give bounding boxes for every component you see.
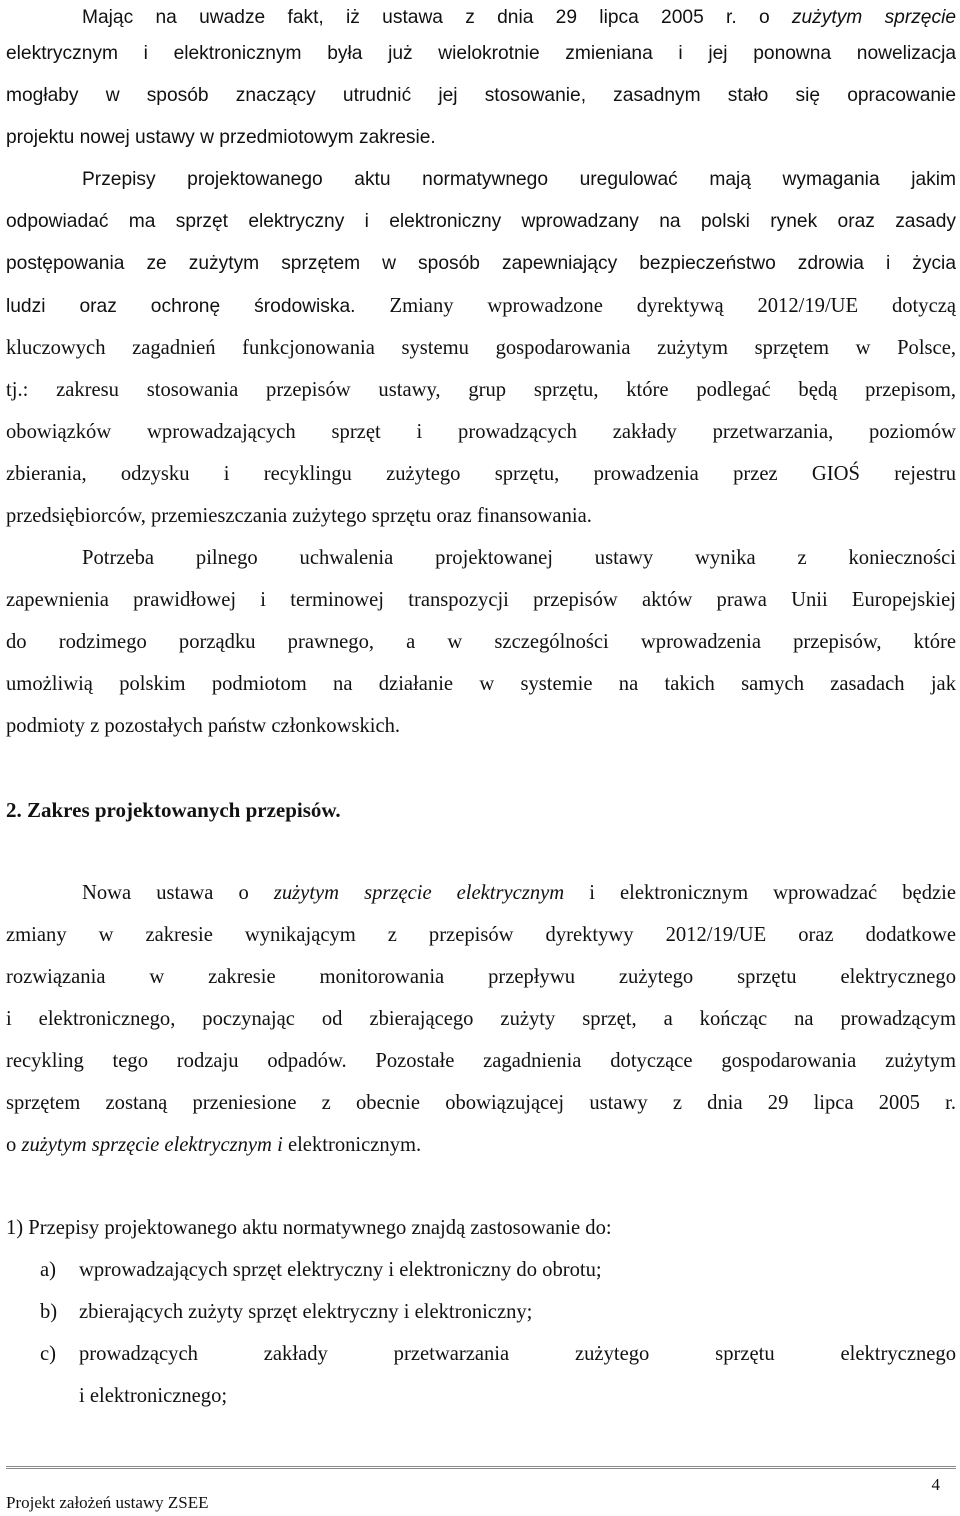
paragraph-1-line-4: projektu nowej ustawy w przedmiotowym zakresie. <box>6 127 436 148</box>
paragraph-3-line-5: podmioty z pozostałych państw członkowskich. <box>6 715 401 737</box>
page-number: 4 <box>931 1475 940 1494</box>
italic-text-run: zużytym sprzęcie elektrycznym i <box>21 1134 283 1156</box>
footer-divider <box>6 1466 956 1469</box>
list-item-text-continued: i elektronicznego; <box>79 1385 228 1407</box>
paragraph-4-line-4: i elektronicznego, poczynając od zbierającego zużyty sprzęt, a kończąc na prowadzącym <box>6 1008 956 1030</box>
text-run: Nowa ustawa o <box>82 882 274 904</box>
italic-text-run: zużytym sprzęcie <box>791 7 956 28</box>
paragraph-1-line-2: elektrycznym i elektronicznym była już wielokrotnie zmieniana i jej ponowna nowelizacja <box>6 43 956 64</box>
paragraph-1-line-3: mogłaby w sposób znaczący utrudnić jej stosowanie, zasadnym stało się opracowanie <box>6 85 956 106</box>
paragraph-2-line-5: kluczowych zagadnień funkcjonowania systemu gospodarowania zużytym sprzętem w Polsce, <box>6 337 956 359</box>
paragraph-2-line-7: obowiązków wprowadzających sprzęt i prowadzących zakłady przetwarzania, poziomów <box>6 421 956 443</box>
paragraph-4-line-6: sprzętem zostaną przeniesione z obecnie obowiązującej ustawy z dnia 29 lipca 2005 r. <box>6 1092 956 1114</box>
paragraph-2-line-6: tj.: zakresu stosowania przepisów ustawy, grup sprzętu, które podlegać będą przepisom, <box>6 379 956 401</box>
paragraph-4-line-7 <box>6 1124 956 1166</box>
list-intro: 1) Przepisy projektowanego aktu normatywnego znajdą zastosowanie do: <box>6 1217 612 1239</box>
paragraph-2-line-3: postępowania ze zużytym sprzętem w sposób zapewniający bezpieczeństwo zdrowia i życia <box>6 253 956 274</box>
section-heading: 2. Zakres projektowanych przepisów. <box>6 798 341 822</box>
list-item-text: wprowadzających sprzęt elektryczny i elektroniczny do obrotu; <box>79 1259 602 1281</box>
text-run: i elektronicznym wprowadzać będzie <box>564 882 956 904</box>
text-run: elektronicznym. <box>282 1134 422 1156</box>
list-item-text: zbierających zużyty sprzęt elektryczny i elektroniczny; <box>79 1301 533 1323</box>
paragraph-4-line-5: recykling tego rodzaju odpadów. Pozostałe zagadnienia dotyczące gospodarowania zużytym <box>6 1050 956 1072</box>
paragraph-3-line-4: umożliwią polskim podmiotom na działanie w systemie na takich samych zasadach jak <box>6 673 956 695</box>
paragraph-2-line-9: przedsiębiorców, przemieszczania zużytego sprzętu oraz finansowania. <box>6 505 592 527</box>
list-marker: b) <box>40 1301 58 1323</box>
italic-text-run: zużytym sprzęcie elektrycznym <box>273 882 565 904</box>
footer-document-title: Projekt założeń ustawy ZSEE <box>6 1493 209 1512</box>
text-run: Zmiany wprowadzone dyrektywą 2012/19/UE dotyczą <box>389 295 956 317</box>
paragraph-4-line-1 <box>6 872 956 914</box>
text-run: o <box>6 1134 22 1156</box>
paragraph-2-line-2: odpowiadać ma sprzęt elektryczny i elektroniczny wprowadzany na polski rynek oraz zasady <box>6 211 956 232</box>
paragraph-2-line-8: zbierania, odzysku i recyklingu zużytego sprzętu, prowadzenia przez GIOŚ rejestru <box>6 463 956 485</box>
paragraph-4-line-2: zmiany w zakresie wynikającym z przepisów dyrektywy 2012/19/UE oraz dodatkowe <box>6 924 956 946</box>
list-item-text: prowadzących zakłady przetwarzania zużytego sprzętu elektrycznego <box>79 1343 956 1365</box>
text-run: Mając na uwadze fakt, iż ustawa z dnia 29 lipca 2005 r. o <box>82 7 792 28</box>
paragraph-3-line-2: zapewnienia prawidłowej i terminowej transpozycji przepisów aktów prawa Unii Europejskiej <box>6 589 956 611</box>
paragraph-4-line-3: rozwiązania w zakresie monitorowania przepływu zużytego sprzętu elektrycznego <box>6 966 956 988</box>
text-run: ludzi oraz ochronę środowiska. <box>6 296 390 317</box>
paragraph-2-line-1: Przepisy projektowanego aktu normatywnego uregulować mają wymagania jakim <box>82 169 956 190</box>
paragraph-3-line-1: Potrzeba pilnego uchwalenia projektowanej ustawy wynika z konieczności <box>82 547 956 569</box>
list-marker: c) <box>40 1343 56 1365</box>
list-marker: a) <box>40 1259 56 1281</box>
paragraph-3-line-3: do rodzimego porządku prawnego, a w szczególności wprowadzenia przepisów, które <box>6 631 956 653</box>
paragraph-2-line-4 <box>6 285 956 327</box>
